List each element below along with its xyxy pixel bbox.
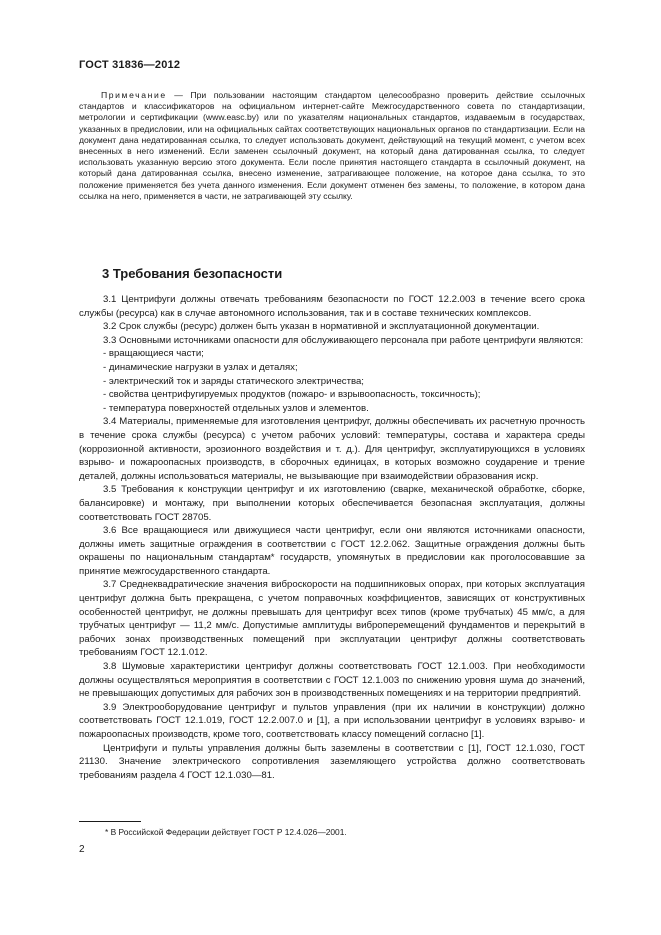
clause-3-5: 3.5 Требования к конструкции центрифуг и их изготовлению (сварке, механической обработке, сборке, балансировке) и монтажу, при выполнении которых обеспечивается безопасная эксплуатация, должны соответствовать ГОСТ 28705. — [79, 484, 585, 523]
clause-3-2: 3.2 Срок службы (ресурс) должен быть указан в нормативной и эксплуатационной документации. — [103, 321, 540, 333]
document-header: ГОСТ 31836—2012 — [79, 59, 181, 71]
hazard-item: - температура поверхностей отдельных узлов и элементов. — [103, 402, 369, 414]
grounding-paragraph: Центрифуги и пульты управления должны быть заземлены в соответствии с [1], ГОСТ 12.1.030, ГОСТ 21130. Значение электрического сопротивления заземляющего устройства должно соответствовать требованиям раздела 4 ГОСТ 12.1.030—81. — [79, 742, 585, 781]
page-number: 2 — [79, 844, 85, 855]
clause-3-3: 3.3 Основными источниками опасности для обслуживающего персонала при работе центрифуги являются: — [103, 334, 584, 346]
section-body — [79, 293, 585, 782]
hazard-item: - вращающиеся части; — [103, 348, 204, 360]
clause-3-4: 3.4 Материалы, применяемые для изготовления центрифуг, должны обеспечивать их расчетную прочность в течение срока службы (ресурса) с учетом рабочих условий: температуры, состава и характера среды (коррозионной активности, эрозионного воздействия и т. д.). Для центрифуг, эксплуатирующихся в условиях взрыво- и пожароопасных производств, в сборочных единицах, в которых возможно соударение и трение деталей, должны использоваться материалы, не вызывающие при взаимодействии образования искр. — [79, 416, 585, 482]
section-title: 3 Требования безопасности — [102, 266, 283, 281]
clause-3-8: 3.8 Шумовые характеристики центрифуг должны соответствовать ГОСТ 12.1.003. При необходимости должны осуществляться мероприятия в соответствии с ГОСТ 12.1.003 по снижению уровня шума до значений, не превышающих допустимых для рабочих зон в производственных помещениях и на территории предприятий. — [79, 661, 585, 700]
note-text: — При пользовании настоящим стандартом целесообразно проверить действие ссылочных стандартов и классификаторов на официальном интернет-сайте Межгосударственного совета по стандартизации, метрологии и сертификации (www.easc.by) или по указателям национальных стандартов, издаваемым в государствах, указанных в предисловии, или на официальных сайтах соответствующих национальных органов по стандартизации. Если на документ дана недатированная ссылка, то следует использовать документ, действующий на текущий момент, с учетом всех внесенных в него изменений. Если заменен ссылочный документ, на который дана датированная ссылка, то следует использовать указанную версию этого документа. Если после принятия настоящего стандарта в ссылочный документ, на который дана датированная ссылка, внесено изменение, затрагивающее положение, на которое дана ссылка, то это положение применяется без учета данного изменения. Если документ отменен без замены, то положение, в котором дана ссылка на него, применяется в части, не затрагивающей эту ссылку. — [79, 90, 585, 201]
hazard-item: - динамические нагрузки в узлах и деталях; — [103, 361, 298, 373]
footnote: * В Российской Федерации действует ГОСТ Р 12.4.026—2001. — [105, 827, 347, 837]
clause-3-1: 3.1 Центрифуги должны отвечать требованиям безопасности по ГОСТ 12.2.003 в течение всего срока службы (ресурса) как в случае автономного использования, так и в составе технических комплексов. — [79, 294, 585, 319]
hazard-item: - свойства центрифугируемых продуктов (пожаро- и взрывоопасность, токсичность); — [103, 389, 481, 401]
footnote-divider — [79, 821, 141, 822]
note-paragraph — [79, 90, 585, 202]
clause-3-6: 3.6 Все вращающиеся или движущиеся части центрифуг, если они являются источниками опасности, должны иметь защитные ограждения в соответствии с ГОСТ 12.2.062. Защитные ограждения должны быть окрашены по национальным стандартам* государств, упомянутых в предисловии как проголосовавшие за принятие межгосударственного стандарта. — [79, 525, 585, 577]
clause-3-7: 3.7 Среднеквадратические значения виброскорости на подшипниковых опорах, при которых эксплуатация центрифуг должна быть прекращена, с учетом поправочных коэффициентов, зависящих от конструктивных особенностей центрифуг, не должны превышать для центрифуг всех типов (кроме трубчатых) 45 мм/с, а для трубчатых центрифуг — 11,2 мм/с. Допустимые амплитуды виброперемещений фундаментов и перекрытий в рабочих зонах производственных помещений при эксплуатации центрифуг должны соответствовать требованиям ГОСТ 12.1.012. — [79, 579, 585, 659]
clause-3-9: 3.9 Электрооборудование центрифуг и пультов управления (при их наличии в конструкции) должно соответствовать ГОСТ 12.1.019, ГОСТ 12.2.007.0 и [1], а при использовании центрифуг в условиях взрыво- и пожароопасных производств, кроме того, соответствовать классу помещений согласно [1]. — [79, 701, 585, 740]
note-label: Примечание — [101, 90, 167, 100]
hazard-list — [79, 347, 585, 415]
hazard-item: - электрический ток и заряды статического электричества; — [103, 375, 364, 387]
note-block — [79, 90, 585, 202]
